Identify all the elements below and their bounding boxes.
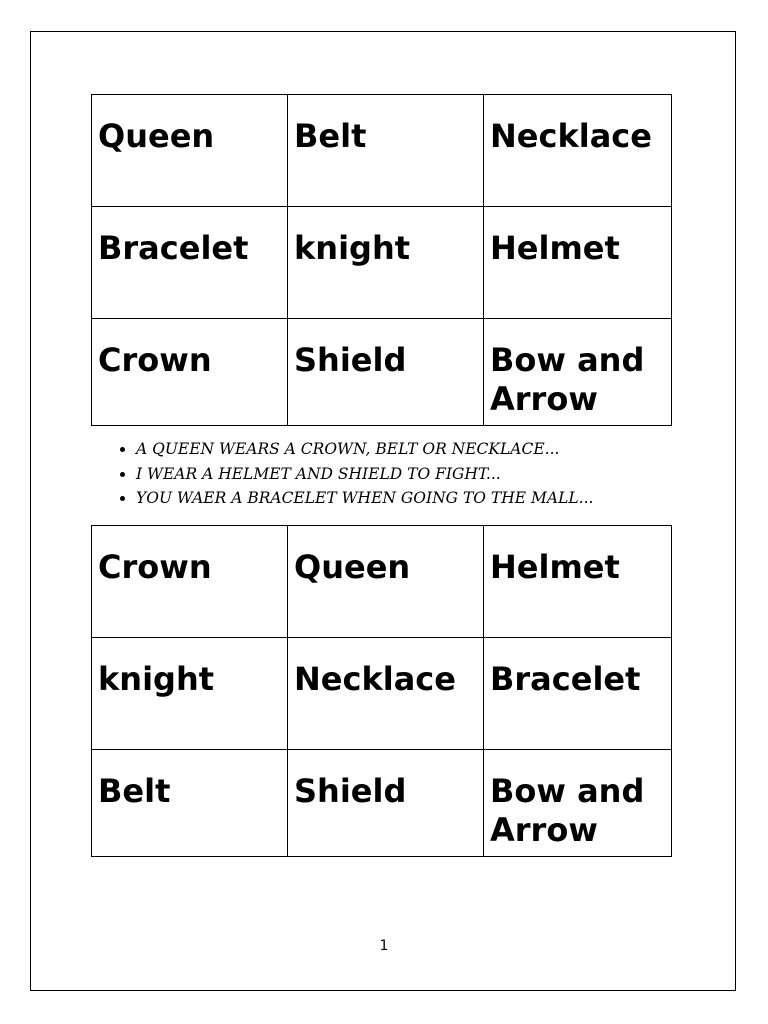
hint-list [111, 437, 593, 511]
word-grid-1 [91, 94, 672, 426]
word-card: knight [92, 638, 288, 750]
word-card: Queen [288, 526, 484, 638]
word-card: Bow and Arrow [484, 750, 672, 857]
hint-item: • A QUEEN WEARS A CROWN, BELT OR NECKLACE... [136, 437, 593, 462]
word-card: Helmet [484, 526, 672, 638]
word-card: Bracelet [484, 638, 672, 750]
word-card: Queen [92, 95, 288, 207]
word-card: Belt [288, 95, 484, 207]
grid-row [92, 319, 672, 426]
word-card: Crown [92, 526, 288, 638]
grid-row [92, 750, 672, 857]
grid-row [92, 207, 672, 319]
hint-item: • I WEAR A HELMET AND SHIELD TO FIGHT... [136, 462, 593, 487]
grid-row [92, 526, 672, 638]
word-card: Helmet [484, 207, 672, 319]
word-card: Belt [92, 750, 288, 857]
page-number: 1 [379, 938, 389, 954]
word-card: Necklace [484, 95, 672, 207]
word-grid-2 [91, 525, 672, 857]
document-page [30, 31, 736, 991]
word-card: knight [288, 207, 484, 319]
word-card: Crown [92, 319, 288, 426]
grid-row [92, 638, 672, 750]
grid-row [92, 95, 672, 207]
word-card: Shield [288, 319, 484, 426]
word-card: Bracelet [92, 207, 288, 319]
hint-item: • YOU WAER A BRACELET WHEN GOING TO THE MALL... [136, 486, 593, 511]
word-card: Bow and Arrow [484, 319, 672, 426]
word-card: Shield [288, 750, 484, 857]
word-card: Necklace [288, 638, 484, 750]
